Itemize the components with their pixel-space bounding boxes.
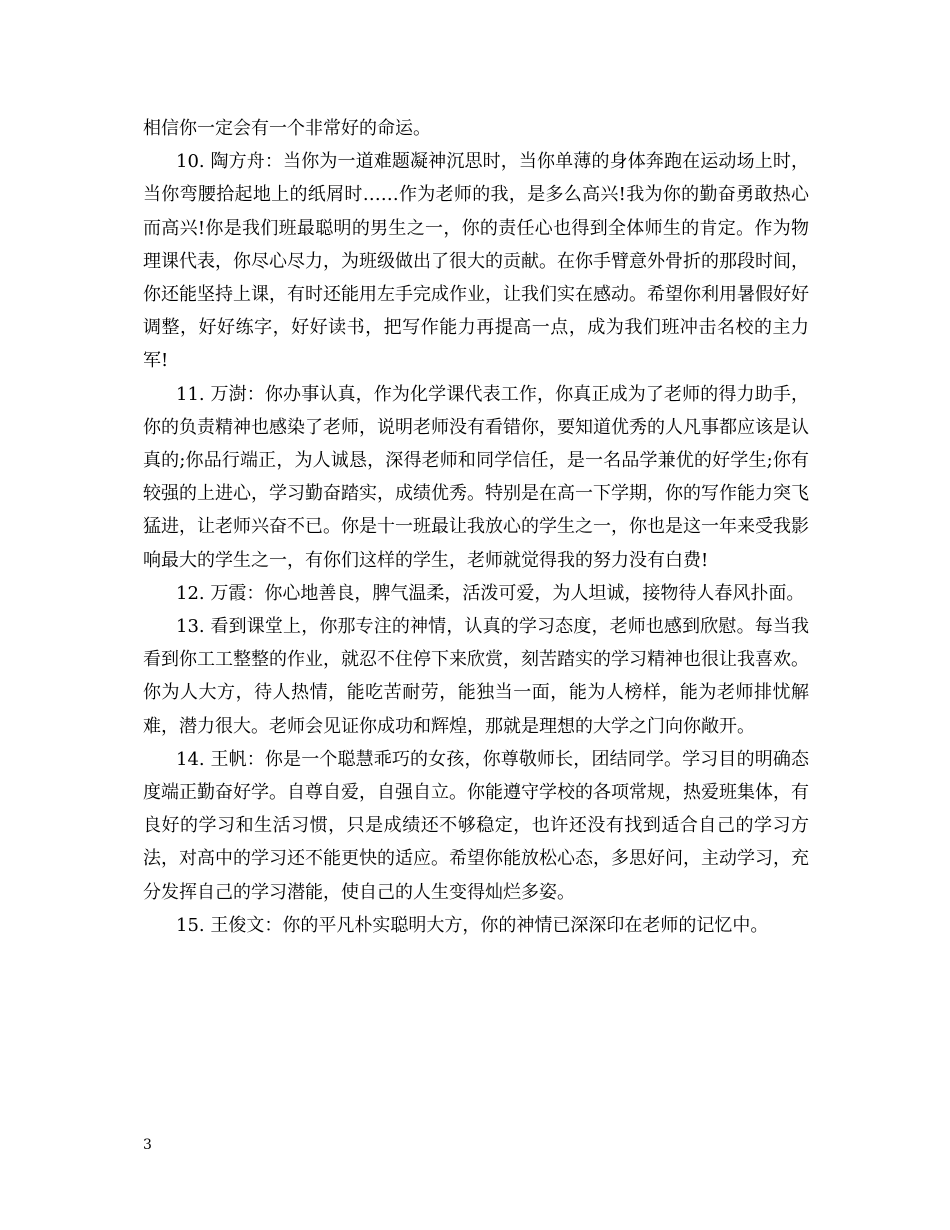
paragraph-comment-13: 13. 看到课堂上，你那专注的神情，认真的学习态度，老师也感到欣慰。每当我看到你工工整整的作业，就忍不住停下来欣赏，刻苦踏实的学习精神也很让我喜欢。你为人大方，待人热情，能吃苦耐劳，能独当一面，能为人榜样，能为老师排忧解难，潜力很大。老师会见证你成功和辉煌，那就是理想的大学之门向你敞开。	[143, 616, 809, 737]
paragraph-comment-12: 12. 万霞：你心地善良，脾气温柔，活泼可爱，为人坦诚，接物待人春风扑面。	[176, 582, 805, 604]
paragraph-comment-15: 15. 王俊文：你的平凡朴实聪明大方，你的神情已深深印在老师的记忆中。	[176, 914, 769, 936]
page-number: 3	[143, 1137, 152, 1153]
paragraph-comment-10: 10. 陶方舟：当你为一道难题凝神沉思时，当你单薄的身体奔跑在运动场上时，当你弯腰拾起地上的纸屑时……作为老师的我，是多么高兴!我为你的勤奋勇敢热心而高兴!你是我们班最聪明的男生之一，你的责任心也得到全体师生的肯定。作为物理课代表，你尽心尽力，为班级做出了很大的贡献。在你手臂意外骨折的那段时间，你还能坚持上课，有时还能用左手完成作业，让我们实在感动。希望你利用暑假好好调整，好好练字，好好读书，把写作能力再提高一点，成为我们班冲击名校的主力军!	[143, 151, 809, 372]
paragraph-continuation: 相信你一定会有一个非常好的命运。	[143, 118, 431, 139]
paragraph-comment-11: 11. 万澍：你办事认真，作为化学课代表工作，你真正成为了老师的得力助手，你的负责精神也感染了老师，说明老师没有看错你，要知道优秀的人凡事都应该是认真的;你品行端正，为人诚恳，深得老师和同学信任，是一名品学兼优的好学生;你有较强的上进心，学习勤奋踏实，成绩优秀。特别是在高一下学期，你的写作能力突飞猛进，让老师兴奋不已。你是十一班最让我放心的学生之一，你也是这一年来受我影响最大的学生之一，有你们这样的学生，老师就觉得我的努力没有白费!	[143, 383, 810, 571]
document-body	[143, 112, 809, 942]
paragraph-comment-14: 14. 王帆：你是一个聪慧乖巧的女孩，你尊敬师长，团结同学。学习目的明确态度端正勤奋好学。自尊自爱，自强自立。你能遵守学校的各项常规，热爱班集体，有良好的学习和生活习惯，只是成绩还不够稳定，也许还没有找到适合自己的学习方法，对高中的学习还不能更快的适应。希望你能放松心态，多思好问，主动学习，充分发挥自己的学习潜能，使自己的人生变得灿烂多姿。	[143, 748, 809, 903]
